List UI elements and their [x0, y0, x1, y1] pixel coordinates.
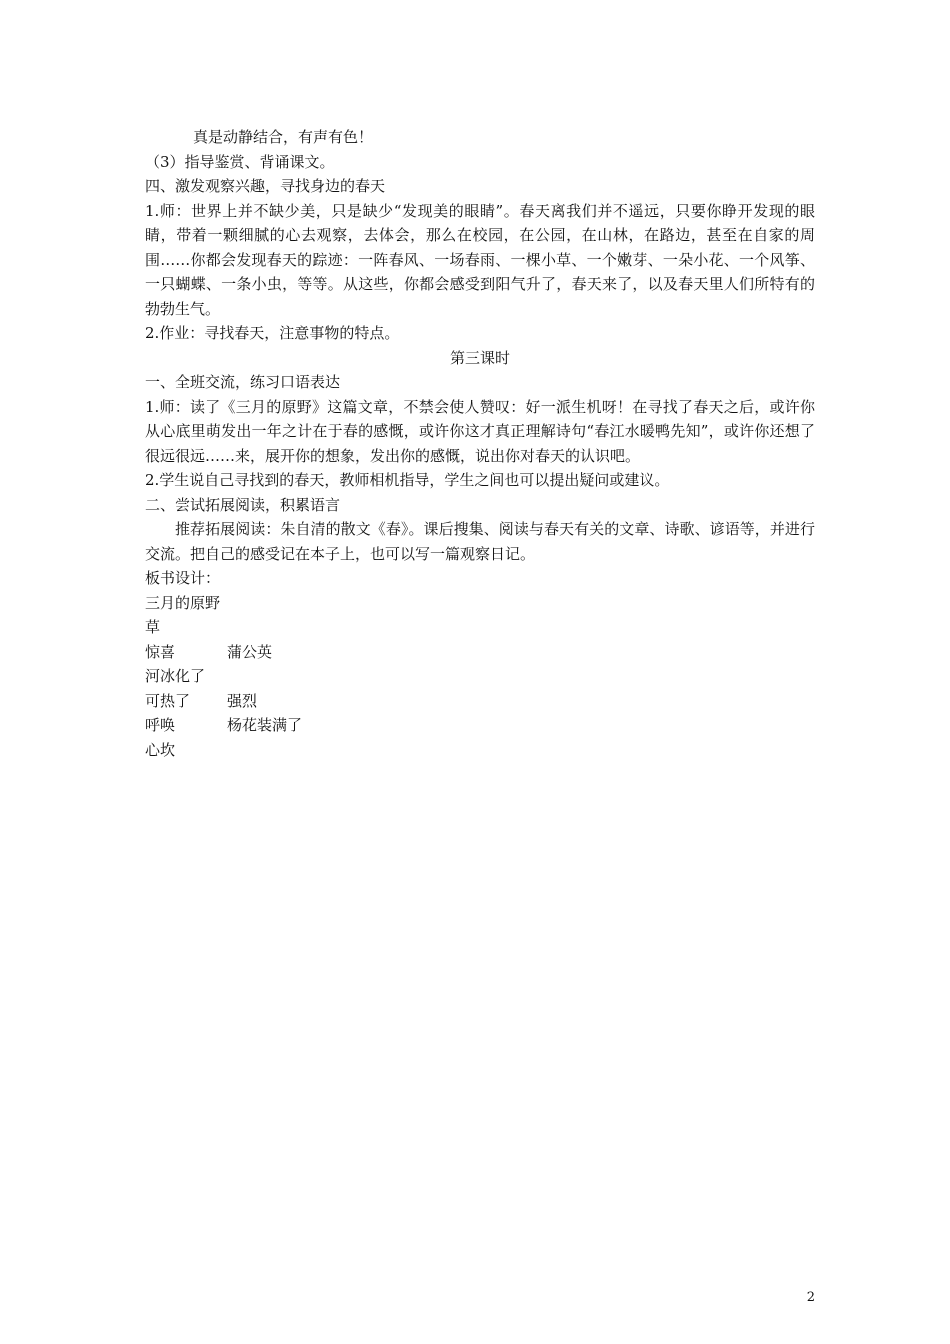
board-right-cell	[227, 664, 815, 689]
board-right-cell: 蒲公英	[227, 642, 273, 661]
lesson-heading: 第三课时	[449, 348, 510, 367]
board-row	[145, 713, 815, 738]
board-right-cell	[227, 738, 815, 763]
board-left-cell: 惊喜	[145, 642, 176, 661]
board-title: 三月的原野	[145, 593, 221, 612]
paragraph-summary: 真是动静结合，有声有色！	[193, 128, 374, 146]
board-right-cell: 杨花装满了	[227, 716, 303, 734]
board-left-cell: 心坎	[145, 740, 176, 759]
board-left-cell: 河冰化了	[145, 667, 206, 685]
paragraph-extended-reading: 推荐拓展阅读：朱自清的散文《春》。课后搜集、阅读与春天有关的文章、诗歌、谚语等，并进行交流。把自己的感受记在本子上，也可以写一篇观察日记。	[145, 520, 815, 563]
paragraph-homework: 2.作业：寻找春天，注意事物的特点。	[145, 324, 400, 342]
board-left-cell: 呼唤	[145, 716, 176, 734]
board-row	[145, 738, 815, 763]
board-row	[145, 640, 815, 665]
board-row	[145, 615, 815, 640]
paragraph-teacher-2: 1.师：读了《三月的原野》这篇文章，不禁会使人赞叹：好一派生机呀！在寻找了春天之后，或许你从心底里萌发出一年之计在于春的感慨，或许你这才真正理解诗句“春江水暖鸭先知”，或许你还想了很远很远……来，展开你的想象，发出你的感慨，说出你对春天的认识吧。	[145, 397, 815, 465]
section-heading-4: 四、激发观察兴趣，寻找身边的春天	[145, 177, 386, 195]
board-left-cell: 可热了	[145, 691, 191, 710]
board-row	[145, 689, 815, 714]
board-right-cell: 强烈	[227, 691, 258, 710]
board-design-label: 板书设计：	[145, 569, 221, 587]
document-content	[145, 125, 815, 762]
board-design	[145, 591, 815, 763]
board-row	[145, 664, 815, 689]
page-number: 2	[806, 1290, 815, 1305]
step-guided-appreciation: （3）指导鉴赏、背诵课文。	[145, 152, 335, 171]
board-left-cell: 草	[145, 618, 161, 636]
paragraph-student-share: 2.学生说自己寻找到的春天，教师相机指导，学生之间也可以提出疑问或建议。	[145, 471, 670, 489]
section-heading-1: 一、全班交流，练习口语表达	[145, 373, 341, 391]
paragraph-teacher-1: 1.师：世界上并不缺少美，只是缺少“发现美的眼睛”。春天离我们并不遥远，只要你睁开发现的眼睛，带着一颗细腻的心去观察，去体会，那么在校园，在公园，在山林，在路边，甚至在自家的周围……你都会发现春天的踪迹：一阵春风、一场春雨、一棵小草、一个嫩芽、一朵小花、一个风筝、一只蝴蝶、一条小虫，等等。从这些，你都会感受到阳气升了，春天来了，以及春天里人们所特有的勃勃生气。	[145, 201, 815, 318]
section-heading-2: 二、尝试拓展阅读，积累语言	[145, 495, 341, 514]
board-right-cell	[227, 615, 815, 640]
